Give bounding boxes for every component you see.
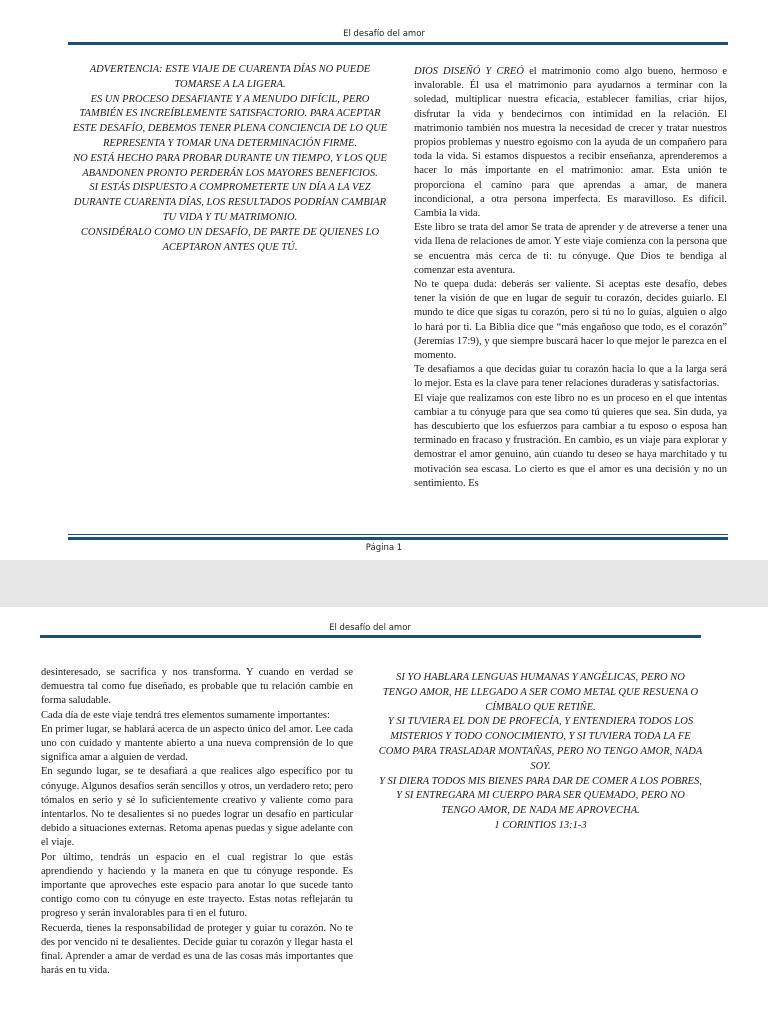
running-header: El desafío del amor	[343, 29, 425, 39]
bible-verse-block	[378, 671, 703, 834]
warning-line: ES UN PROCESO DESAFIANTE Y A MENUDO DIFÍCIL, PERO TAMBIÉN ES INCREÍBLEMENTE SATISFACTORIO. PARA ACEPTAR ESTE DESAFÍO, DEBEMOS TENER PLENA CONCIENCIA DE LO QUE REPRESENTA Y TOMAR UNA DETERMINACIÓN FIRME.	[72, 93, 388, 149]
verse-line: Y SI TUVIERA EL DON DE PROFECÍA, Y ENTENDIERA TODOS LOS MISTERIOS Y TODO CONOCIMIENTO, Y SI TUVIERA TODA LA FE COMO PARA TRASLADAR MONTAÑAS, PERO NO TENGO AMOR, NADA SOY.	[378, 716, 703, 772]
body-paragraph: Por último, tendrás un espacio en el cual registrar lo que estás aprendiendo y haciendo y la manera en que tu cónyuge responde. Es importante que aproveches este espacio para anotar lo que sucede tanto contigo como con tu cónyuge en este trayecto. Estas notas reflejarán tu progreso y serán invalorables para ti en el futuro.	[41, 851, 353, 920]
body-paragraph: Recuerda, tienes la responsabilidad de proteger y guiar tu corazón. No te des por vencido ni te desalientes. Decide guiar tu corazón y llegar hasta el final. Aprender a amar de verdad es una de las cosas más importantes que harás en tu vida.	[41, 922, 353, 977]
body-column-left	[41, 666, 353, 1024]
warning-line: ADVERTENCIA: ESTE VIAJE DE CUARENTA DÍAS NO PUEDE TOMARSE A LA LIGERA.	[89, 64, 371, 90]
body-paragraph: Este libro se trata del amor Se trata de aprender y de atreverse a tener una vida llena de relaciones de amor. Y este viaje comienza con la persona que se encuentra más cerca de ti: tu cónyuge. Que Dios te bendiga al comenzar esta aventura.	[414, 222, 727, 276]
warning-line: NO ESTÁ HECHO PARA PROBAR DURANTE UN TIEMPO, Y LOS QUE ABANDONEN PRONTO PERDERÁN LOS MAYORES BENEFICIOS.	[73, 152, 387, 179]
document-page-2	[0, 607, 768, 1024]
footer-rule-thin	[68, 534, 728, 535]
verse-line: Y SI DIERA TODOS MIS BIENES PARA DAR DE COMER A LOS POBRES, Y SI ENTREGARA MI CUERPO PARA SER QUEMADO, PERO NO TENGO AMOR, DE NADA ME APROVECHA.	[379, 775, 702, 817]
warning-block	[68, 63, 392, 255]
body-paragraph: El viaje que realizamos con este libro no es un proceso en el que intentas cambiar a tu cónyuge para que sea como tú quieres que sea. Sin duda, ya has descubierto que los esfuerzos para cambiar a tu esposo o esposa han terminado en fracaso y frustración. En cambio, es un viaje para explorar y demostrar el amor genuino, aún cuando tu deseo se haya marchitado y tu motivación sea escasa. Lo cierto es que el amor es una decisión y no un sentimiento. Es	[414, 392, 727, 489]
lead-in: DIOS DISEÑÓ Y CREÓ	[414, 66, 524, 77]
body-paragraph: No te quepa duda: deberás ser valiente. Si aceptas este desafío, debes tener la visión de que en lugar de seguir tu corazón, decides guiarlo. El mundo te dice que sigas tu corazón, pero si tú no lo guías, alguien o algo lo hará por ti. La Biblia dice que “más engañoso que todo, es el corazón” (Jeremías 17:9), y que siempre buscará hacer lo que mejor le parezca en el momento.	[414, 279, 727, 362]
body-paragraph: En primer lugar, se hablará acerca de un aspecto único del amor. Lee cada uno con cuidado y mantente abierto a una nueva comprensión de lo que significa amar a alguien de verdad.	[41, 723, 353, 764]
body-paragraph: Cada día de este viaje tendrá tres elementos sumamente importantes:	[41, 709, 330, 721]
body-paragraph: En segundo lugar, se te desafiará a que realices algo específico por tu cónyuge. Algunos desafíos serán sencillos y otros, un verdadero reto; pero tómalos en serio y sé lo suficientemente creativo y valiente como para intentarlos. No te desalientes si no puedes lograr un desafío en particular debido a situaciones externas. Retoma apenas puedas y sigue adelante con el viaje.	[41, 766, 353, 849]
footer-rule	[68, 537, 728, 540]
header-rule	[68, 42, 728, 45]
body-paragraph: desinteresado, se sacrifica y nos transforma. Y cuando en verdad se demuestra tal como fue diseñado, es probable que tu relación cambie en forma saludable.	[41, 667, 353, 707]
page-number: Página 1	[365, 543, 403, 553]
warning-line: CONSIDÉRALO COMO UN DESAFÍO, DE PARTE DE QUIENES LO ACEPTARON ANTES QUE TÚ.	[80, 226, 380, 253]
running-header: El desafío del amor	[329, 623, 411, 633]
verse-reference: 1 CORINTIOS 13:1-3	[494, 819, 587, 831]
body-paragraph: DIOS DISEÑÓ Y CREÓ el matrimonio como algo bueno, hermoso e invalorable. Él usa el matrimonio para ayudarnos a terminar con la soledad, multiplicar nuestra eficacia, establecer familias, criar hijos, disfrutar la vida y bendecirnos con intimidad en la relación. El matrimonio también nos muestra la necesidad de crecer y tratar nuestros propios problemas y nuestro egoísmo con la ayuda de un compañero para toda la vida. Si estamos dispuestos a recibir enseñanza, aprenderemos a hacer lo más importante en el matrimonio: amar. Esta unión te proporciona el camino para que aprendas a amar, de manera incondicional, a otra persona imperfecta. Es maravilloso. Es difícil. Cambia la vida.	[414, 66, 727, 220]
header-rule	[40, 635, 701, 638]
warning-line: SI ESTÁS DISPUESTO A COMPROMETERTE UN DÍA A LA VEZ DURANTE CUARENTA DÍAS, LOS RESULTADOS PODRÍAN CAMBIAR TU VIDA Y TU MATRIMONIO.	[73, 182, 387, 223]
body-column-right	[414, 65, 727, 527]
verse-line: SI YO HABLARA LENGUAS HUMANAS Y ANGÉLICAS, PERO NO TENGO AMOR, HE LLEGADO A SER COMO METAL QUE RESUENA O CÍMBALO QUE RETIÑE.	[382, 672, 699, 713]
body-paragraph: Te desafiamos a que decidas guiar tu corazón hacia lo que a la larga será lo mejor. Esta es la clave para tener relaciones duraderas y satisfactorias.	[414, 364, 727, 390]
